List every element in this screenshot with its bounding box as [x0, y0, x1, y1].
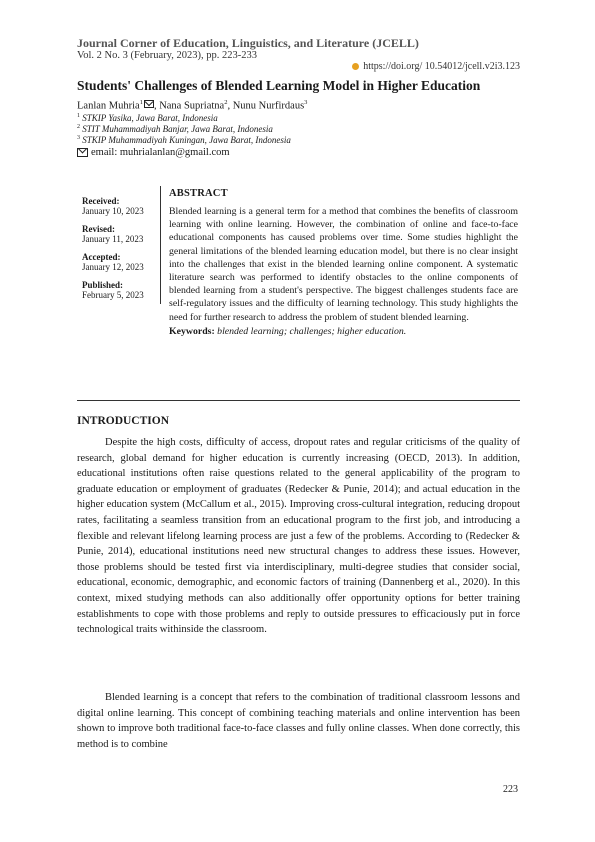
journal-title: Journal Corner of Education, Linguistics, and Literature (JCELL): [77, 36, 419, 50]
author-name: Nana Supriatna: [159, 100, 225, 112]
received-label: Received:: [82, 196, 120, 206]
corresponding-email: [77, 147, 230, 158]
abstract-section: [169, 188, 518, 338]
doi-link[interactable]: https://doi.org/ 10.54012/jcell.v2i3.123: [363, 61, 520, 72]
received-date: January 10, 2023: [82, 206, 144, 216]
published-label: Published:: [82, 280, 124, 290]
keywords: [169, 325, 518, 338]
affiliation: [77, 135, 291, 145]
affiliation-text: STKIP Muhammadiyah Kuningan, Jawa Barat, Indonesia: [82, 135, 291, 145]
doi-icon: [352, 63, 359, 70]
email-text[interactable]: email: muhrialanlan@gmail.com: [91, 147, 230, 158]
published-date: February 5, 2023: [82, 290, 144, 300]
keywords-text: blended learning; challenges; higher education.: [217, 325, 407, 337]
accepted-label: Accepted:: [82, 252, 121, 262]
revised-date: January 11, 2023: [82, 234, 144, 244]
corresponding-mail-icon: [144, 100, 154, 108]
affiliation-text: STKIP Yasika, Jawa Barat, Indonesia: [82, 113, 218, 123]
page-number: 223: [503, 784, 518, 795]
abstract-divider: [160, 186, 161, 304]
section-divider: [77, 400, 520, 401]
author-name: Nunu Nurfirdaus: [232, 100, 305, 112]
author-affiliation-number: 2: [224, 99, 228, 106]
intro-paragraph: Blended learning is a concept that refers to the combination of traditional classroom lessons and digital online learning. This concept of combining teaching materials and online intervention has been shown to improve both traditional face-to-face classes and fully online classes. When done correctly, this method is to combine: [77, 692, 520, 750]
paper-title: Students' Challenges of Blended Learning Model in Higher Education: [77, 78, 481, 93]
accepted-date: January 12, 2023: [82, 262, 144, 272]
intro-paragraph: Despite the high costs, difficulty of access, dropout rates and regular criticisms of the quality of research, global demand for higher education is currently increasing (OECD, 2013). In addition, educational institutions often raise questions related to the general applicability of the program to graduate education or employment of graduates (Redecker & Punie, 2014); and actual education in the higher education system (McCallum et al., 2015). Improving cross-cultural integration, reducing dropout rates, facilitating a seamless transition from an educational program to the first job, and introducing a flexible and relevant lifelong learning process are just a few of the problems. According to (Redecker & Punie, 2014), educational institutions need new structural changes to address these issues. However, those problems should be tested first via interdisciplinary, multi-degree studies that consider social, educational, economic, demographic, and economic factors of training (Dannenberg et al., 2020). In this context, mixed studying methods can also additionally offer opportunity options for better training establishments to cope with those problems and reply to outside pressures to efficaciously put in force technological traits withinside the classroom.: [77, 437, 520, 636]
author-list: Lanlan Muhria$^1$ , Nana Supriatna$^2$, Nunu Nurfirdaus$^3$: [77, 99, 308, 112]
keywords-label: Keywords:: [169, 325, 215, 337]
abstract-heading: ABSTRACT: [169, 188, 228, 199]
mail-icon: [77, 148, 88, 157]
introduction-heading: INTRODUCTION: [77, 415, 170, 427]
author-affiliation-number: 1: [139, 99, 143, 106]
affiliation-number: 3: [77, 135, 80, 141]
affiliation-number: 1: [77, 113, 80, 119]
article-dates: [82, 196, 162, 308]
author-affiliation-number: 3: [304, 99, 308, 106]
affiliation: [77, 124, 273, 134]
doi-line: [352, 61, 520, 72]
author-name: Lanlan Muhria: [77, 100, 140, 112]
affiliation: [77, 113, 218, 123]
journal-issue: Vol. 2 No. 3 (February, 2023), pp. 223-233: [77, 50, 257, 61]
revised-label: Revised:: [82, 224, 115, 234]
affiliation-text: STIT Muhammadiyah Banjar, Jawa Barat, Indonesia: [82, 124, 273, 134]
abstract-text: Blended learning is a general term for a method that combines the benefits of classroom learning with online learning. However, the combination of online and face-to-face educational components has caused problems over time. Some studies highlight the general limitations of the blended learning education model, but there is no clear insight into the challenges that exist in the blended learning online component. A systematic literature search was performed to identify obstacles to the online components of blended learning from a student's perspective. The biggest challenges students face are self-regulatory issues and the difficulty of learning technology. This study highlights the need for further research to address the problem of student blended learning.: [169, 206, 518, 323]
affiliation-number: 2: [77, 124, 80, 130]
